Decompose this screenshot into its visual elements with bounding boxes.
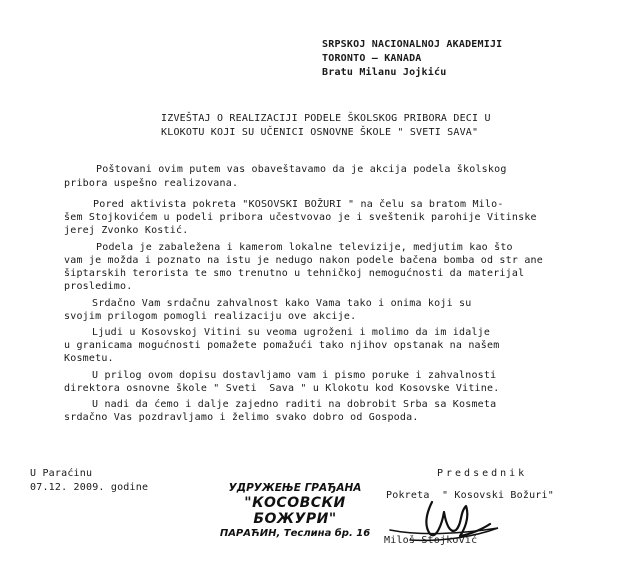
body-line: vam je možda i poznato na istu je nedugo nakon podele bačena bomba od str ane xyxy=(64,255,543,266)
body-line: Pored aktivista pokreta "KOSOVSKI BOŽURI " na čelu sa bratom Milo- xyxy=(93,199,504,210)
body-line: svojim prilogom pomogli realizaciju ove akcije. xyxy=(64,311,357,322)
title-line-1: IZVEŠTAJ O REALIZACIJI PODELE ŠKOLSKOG PRIBORA DECI U xyxy=(161,113,491,124)
addressee-line-3: Bratu Milanu Jojkiću xyxy=(322,67,447,78)
stamp-line-1: УДРУЖЕЊЕ ГРАЂАНА xyxy=(228,482,362,494)
body-line: direktora osnovne škole " Sveti Sava " u Klokotu kod Kosovske Vitine. xyxy=(64,383,500,394)
body-line: Poštovani ovim putem vas obaveštavamo da je akcija podela školskog xyxy=(96,164,507,175)
body-line: pribora uspešno realizovana. xyxy=(64,178,239,189)
place: U Paraćinu xyxy=(30,468,93,479)
organization-stamp xyxy=(214,482,376,540)
stamp-line-2: "КОСОВСКИ БОЖУРИ" xyxy=(244,495,346,527)
body-line: u granicama mogućnosti pomažete pomažući tako njihov opstanak na našem xyxy=(64,340,500,351)
signature-name: Miloš Stojković xyxy=(384,535,478,546)
addressee-line-2: TORONTO — KANADA xyxy=(322,53,422,64)
signature-org: Pokreta " Kosovski Božuri" xyxy=(386,490,554,501)
stamp-line-3: ПАРАЋИН, Теслина бр. 16 xyxy=(219,528,371,539)
body-line: Srdačno Vam srdačnu zahvalnost kako Vama tako i onima koji su xyxy=(92,298,472,309)
body-line: Podela je zabaležena i kamerom lokalne televizije, medjutim kao što xyxy=(96,242,513,253)
date: 07.12. 2009. godine xyxy=(30,482,149,493)
body-line: šiptarskih terorista te smo trenutno u tehničkoj nemogućnosti da materijal xyxy=(64,268,525,279)
addressee-line-1: SRPSKOJ NACIONALNOJ AKADEMIJI xyxy=(322,39,503,50)
body-line: U prilog ovom dopisu dostavljamo vam i pismo poruke i zahvalnosti xyxy=(92,370,497,381)
body-line: srdačno Vas pozdravljamo i želimo svako dobro od Gospoda. xyxy=(64,412,419,423)
body-line: jerej Zvonko Kostić. xyxy=(64,225,189,236)
title-line-2: KLOKOTU KOJI SU UČENICI OSNOVNE ŠKOLE " SVETI SAVA" xyxy=(161,127,479,138)
body-line: U nadi da ćemo i dalje zajedno raditi na dobrobit Srba sa Kosmeta xyxy=(92,399,497,410)
body-line: Ljudi u Kosovskoj Vitini su veoma ugroženi i molimo da im idalje xyxy=(92,327,491,338)
signature-role: Predsednik xyxy=(437,468,528,479)
body-line: šem Stojkovićem u podeli pribora učestvovao je i sveštenik parohije Vitinske xyxy=(64,212,537,223)
body-line: prosledimo. xyxy=(64,281,133,292)
body-line: Kosmetu. xyxy=(64,353,114,364)
